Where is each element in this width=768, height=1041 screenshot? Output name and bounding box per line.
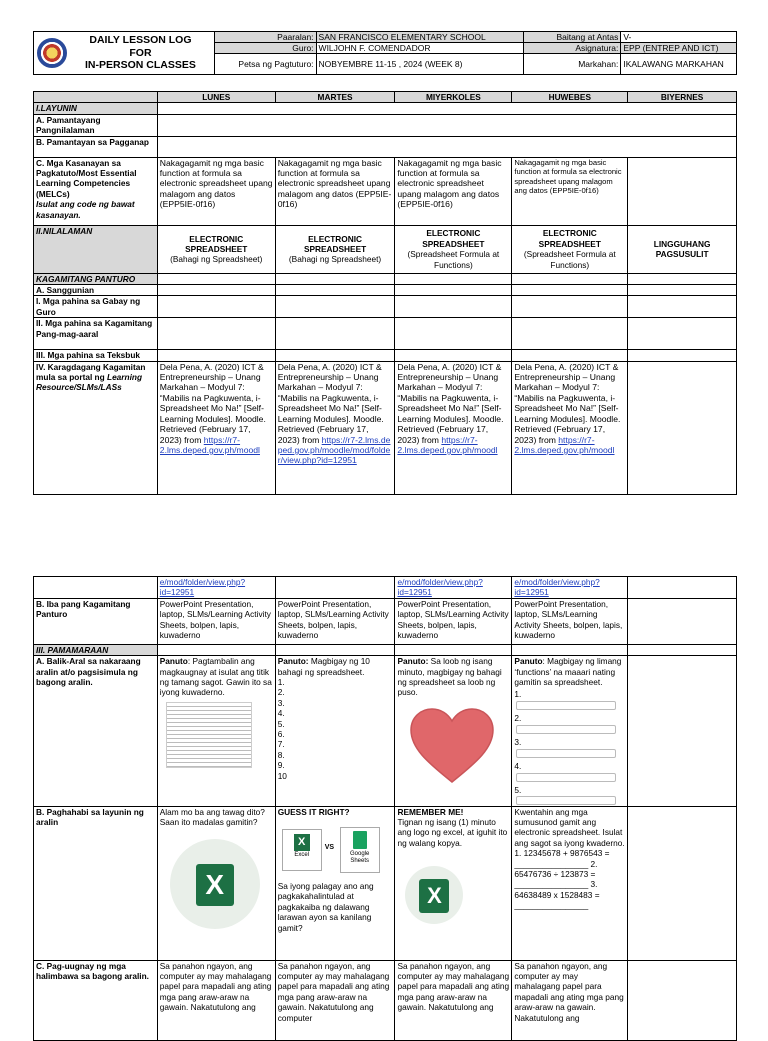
row-paghahabi: B. Paghahabi sa layunin ng aralin [34, 806, 158, 960]
empty-cell [512, 644, 628, 655]
iba-biyernes [628, 598, 737, 644]
excel-letter-icon: X [196, 864, 234, 906]
sheets-mini-icon [353, 831, 367, 849]
guro-value: WILJOHN F. COMENDADOR [316, 43, 523, 54]
ref-biyernes [628, 361, 737, 494]
nilalaman-miyerkoles [395, 225, 512, 273]
nilalaman-lunes [157, 225, 275, 273]
ref-martes-link[interactable]: https://r7-2.lms.deped.gov.ph/moodle/mod/folder/view.php?id=12951 [277, 434, 391, 466]
empty-cell [157, 296, 275, 318]
day-header-miyerkoles: MIYERKOLES [395, 92, 512, 103]
empty-cell [275, 644, 395, 655]
ref-lunes-text: Dela Pena, A. (2020) ICT & Entrepreneurship – Unang Markahan – Modyul 7: “Mabilis na Pagkuwenta, i-Spreadsheet Mo Na!” [Self-Learning Modules]. Moodle. Retrieved (February 17, 2023) from [159, 361, 266, 445]
lesson-table-page-2 [33, 576, 737, 1041]
vs-label: VS [324, 843, 335, 851]
row-teksbuk: III. Mga pahina sa Teksbuk [34, 350, 158, 361]
nilalaman-biyernes: LINGGUHANG PAGSUSULIT [628, 225, 737, 273]
balik-miy-bold: Panuto: [397, 656, 429, 667]
balik-martes-text: Magbigay ng 10 bahagi ng spreadsheet. [277, 656, 370, 677]
list-item: 1. [277, 677, 285, 688]
excel-vs-sheets-image [278, 827, 393, 877]
ref-lunes [157, 361, 275, 494]
empty-cell [157, 644, 275, 655]
empty-cell [512, 296, 628, 318]
ref-miy-text: Dela Pena, A. (2020) ICT & Entrepreneurship – Unang Markahan – Modyul 7: “Mabilis na Pagkuwenta, i-Spreadsheet Mo Na!” [Self-Learning Modules]. Moodle. Retrieved (February 17, 2023) from [397, 361, 504, 445]
paghahabi-huwebes: Kwentahin ang mga sumusunod gamit ang electronic spreadsheet. Isulat ang sagot sa iyong kwaderno. 1. 12345678 + 9876543 = ________________ 2. 65476736 ÷ 123873 = ________________ 3. 64638489 x 1528483 = ________________ [512, 806, 628, 960]
ref-miy-link[interactable]: https://r7-2.lms.deped.gov.ph/moodl [397, 434, 498, 455]
row-balik-aral: A. Balik-Aral sa nakaraang aralin at/o pagsisimula ng bagong aralin. [34, 656, 158, 806]
ref-martes [275, 361, 395, 494]
empty-cell [628, 350, 737, 361]
pag-uugnay-miyerkoles: Sa panahon ngayon, ang computer ay may mahalagang papel para mapadali ang ating mga pang araw-araw na gawain. Nakatutulong ang [395, 960, 512, 1040]
answer-number: 4. [514, 760, 522, 771]
balik-lunes-bold: Panuto [159, 656, 188, 667]
petsa-label: Petsa ng Pagtuturo: [214, 54, 316, 75]
heart-icon [407, 706, 497, 786]
list-item: 4. [277, 708, 285, 719]
empty-cell [628, 285, 737, 296]
paghahabi-martes-text: Sa iyong palagay ano ang pagkakahalintulad at pagkakaiba ng dalawang larawan ayon sa kanilang gamit? [277, 880, 374, 933]
empty-cell [395, 318, 512, 350]
section-nilalaman: II.NILALAMAN [34, 225, 158, 273]
empty-cell [157, 273, 275, 284]
melc-biyernes [628, 157, 737, 225]
deped-seal-cell [34, 32, 68, 75]
empty-cell [512, 273, 628, 284]
empty-cell [512, 285, 628, 296]
asignatura-label: Asignatura: [523, 43, 621, 54]
nilalaman-martes [275, 225, 395, 273]
karagdagang-label-italic: Learning Resource/SLMs/LASs [36, 372, 143, 393]
answer-line-5 [514, 785, 625, 806]
section-pamamaraan: III. PAMAMARAAN [34, 644, 158, 655]
empty-cell [275, 296, 395, 318]
header-table [33, 31, 737, 75]
title-line-2: FOR [129, 46, 152, 59]
answer-box[interactable] [516, 773, 616, 782]
balik-biyernes [628, 656, 737, 806]
markahan-value: IKALAWANG MARKAHAN [621, 54, 737, 75]
ref-huw-text: Dela Pena, A. (2020) ICT & Entrepreneurship – Unang Markahan – Modyul 7: “Mabilis na Pagkuwenta, i-Spreadsheet Mo Na!” [Self-Learning Modules]. Moodle. Retrieved (February 17, 2023) from [514, 361, 621, 445]
ref-huwebes [512, 361, 628, 494]
cont-ref-martes [275, 577, 395, 599]
corner-cell [34, 92, 158, 103]
pamantayan-content [157, 136, 736, 157]
empty-cell [512, 350, 628, 361]
ref-huw-link[interactable]: https://r7-2.lms.deped.gov.ph/moodl [514, 434, 615, 455]
section-kagamitang: KAGAMITANG PANTURO [34, 273, 158, 284]
balik-miyerkoles [395, 656, 512, 806]
ref-martes-text: Dela Pena, A. (2020) ICT & Entrepreneurship – Unang Markahan – Modyul 7: “Mabilis na Pagkuwenta, i-Spreadsheet Mo Na!” [Self-Learning Modules]. Moodle. Retrieved (February 17, 2023) from [277, 361, 384, 445]
karagdagang-label: IV. Karagdagang Kagamitan mula sa portal ng [36, 361, 146, 383]
paghahabi-miy-text: Tignan ng isang (1) minuto ang logo ng excel, at iguhit ito ng walang kopya. [397, 816, 508, 848]
google-sheets-icon [340, 827, 380, 873]
empty-cell [157, 350, 275, 361]
baitang-label: Baitang at Antas [523, 32, 621, 43]
balik-lunes [157, 656, 275, 806]
iba-miyerkoles: PowerPoint Presentation, laptop, SLMs/Learning Activity Sheets, bolpen, lapis, kuwaderno [395, 598, 512, 644]
empty-cell [157, 318, 275, 350]
answer-number: 1. [514, 689, 522, 700]
answer-line-3 [514, 737, 625, 758]
empty-cell [395, 644, 512, 655]
nilalaman-miy-title: ELECTRONIC SPREADSHEET [422, 228, 485, 249]
row-iba-pang-kagamitan: B. Iba pang Kagamitang Panturo [34, 598, 158, 644]
excel-mini-icon: X [294, 834, 310, 851]
cont-ref-biy [628, 577, 737, 599]
balik-huw-text: : Magbigay ng limang ‘functions’ na maaari nating gamitin sa spreadsheet. [514, 656, 622, 688]
nilalaman-miy-sub: (Spreadsheet Formula at Functions) [407, 249, 500, 270]
balik-martes [275, 656, 395, 806]
paaralan-value: SAN FRANCISCO ELEMENTARY SCHOOL [316, 32, 523, 43]
nilalaman-lunes-sub: (Bahagi ng Spreadsheet) [170, 254, 263, 265]
day-header-huwebes: HUWEBES [512, 92, 628, 103]
continuation-label-cell [34, 577, 158, 599]
list-item: 7. [277, 739, 285, 750]
nilalaman-huwebes [512, 225, 628, 273]
pag-uugnay-huwebes: Sa panahon ngayon, ang computer ay may mahalagang papel para mapadali ang ating mga pang araw-araw na gawain. Nakatutulong ang [512, 960, 628, 1040]
empty-cell [512, 318, 628, 350]
paghahabi-miyerkoles [395, 806, 512, 960]
nilalaman-martes-sub: (Bahagi ng Spreadsheet) [288, 254, 382, 265]
title-line-1: DAILY LESSON LOG [89, 34, 192, 47]
paaralan-label: Paaralan: [214, 32, 316, 43]
answer-line-1 [514, 689, 625, 710]
answer-box[interactable] [516, 701, 616, 710]
empty-cell [395, 285, 512, 296]
paghahabi-martes-title: GUESS IT RIGHT? [277, 806, 350, 817]
list-item: 3. [277, 697, 285, 708]
row-kagamitang-mag-aaral: II. Mga pahina sa Kagamitang Pang-mag-aaral [34, 318, 158, 350]
melc-martes: Nakagagamit ng mga basic function at formula sa electronic spreadsheet upang malagom ang datos (EPP5IE-0f16) [275, 157, 395, 225]
empty-cell [395, 296, 512, 318]
empty-cell [275, 285, 395, 296]
paghahabi-lunes [157, 806, 275, 960]
empty-cell [628, 273, 737, 284]
section-layunin: I.LAYUNIN [34, 103, 158, 114]
excel-letter-icon: X [419, 879, 449, 913]
row-sanggunian: A. Sanggunian [34, 285, 158, 296]
answer-box[interactable] [516, 749, 616, 758]
cont-ref-huw [512, 577, 628, 599]
melcs-label: C. Mga Kasanayan sa Pagkatuto/Most Essential Learning Competencies (MELCs) [36, 157, 137, 199]
paghahabi-martes [275, 806, 395, 960]
excel-icon [282, 829, 322, 871]
balik-huwebes [512, 656, 628, 806]
empty-cell [628, 644, 737, 655]
cont-ref-miy [395, 577, 512, 599]
nilalaman-martes-title: ELECTRONIC SPREADSHEET [303, 233, 367, 254]
cont-link-miy[interactable]: e/mod/folder/view.php?id=12951 [397, 577, 483, 598]
answer-number: 5. [514, 784, 522, 795]
melc-miyerkoles: Nakagagamit ng mga basic function at formula sa electronic spreadsheet upang malagom ang datos (EPP5IE-0f16) [395, 157, 512, 225]
list-item: 5. [277, 718, 285, 729]
document-title [67, 32, 214, 75]
melc-lunes: Nakagagamit ng mga basic function at formula sa electronic spreadsheet upang malagom ang datos (EPP5IE-0f16) [157, 157, 275, 225]
excel-logo-icon [405, 866, 463, 924]
balik-huw-bold: Panuto [514, 656, 543, 667]
answer-number: 3. [514, 737, 522, 748]
deped-seal-logo [37, 38, 67, 68]
answer-line-4 [514, 761, 625, 782]
paghahabi-lunes-text: Alam mo ba ang tawag dito? Saan ito madalas gamitin? [159, 806, 265, 827]
empty-cell [275, 318, 395, 350]
pag-uugnay-lunes: Sa panahon ngayon, ang computer ay may mahalagang papel para mapadali ang ating mga pang araw-araw na gawain. Nakatutulong ang [157, 960, 275, 1040]
cont-link-lunes[interactable]: e/mod/folder/view.php?id=12951 [159, 577, 246, 598]
balik-martes-bold: Panuto: [277, 656, 309, 667]
cont-ref-lunes [157, 577, 275, 599]
markahan-label: Markahan: [523, 54, 621, 75]
row-pamantayan-pagganap: B. Pamantayan sa Pagganap [34, 136, 158, 157]
layunin-span [157, 103, 736, 114]
day-header-biyernes: BIYERNES [628, 92, 737, 103]
row-gabay-guro: I. Mga pahina sa Gabay ng Guro [34, 296, 158, 318]
empty-cell [395, 273, 512, 284]
iba-lunes: PowerPoint Presentation, laptop, SLMs/Learning Activity Sheets, bolpen, lapis, kuwaderno [157, 598, 275, 644]
list-item: 8. [277, 749, 285, 760]
answer-box[interactable] [516, 725, 616, 734]
row-pag-uugnay: C. Pag-uugnay ng mga halimbawa sa bagong aralin. [34, 960, 158, 1040]
lesson-table-page-1 [33, 91, 737, 495]
huw-answer-list [514, 689, 625, 805]
list-item: 9. [277, 760, 285, 771]
answer-number: 2. [514, 713, 522, 724]
list-item: 6. [277, 729, 285, 740]
melcs-note: Isulat ang code ng bawat kasanayan. [36, 199, 135, 220]
empty-cell [395, 350, 512, 361]
melc-huwebes: Nakagagamit ng mga basic function at formula sa electronic spreadsheet upang malagom ang datos (EPP5IE-0f16) [512, 157, 628, 225]
empty-cell [628, 318, 737, 350]
row-pamantayang-pangnilalaman: A. Pamantayang Pangnilalaman [34, 114, 158, 136]
iba-martes: PowerPoint Presentation, laptop, SLMs/Learning Activity Sheets, bolpen, lapis, kuwaderno [275, 598, 395, 644]
balik-miy-text: Sa loob ng isang minuto, magbigay ng bahagi ng spreadsheet sa loob ng puso. [397, 656, 502, 698]
nilalaman-huw-title: ELECTRONIC SPREADSHEET [538, 228, 601, 249]
answer-box[interactable] [516, 796, 616, 805]
martes-number-list [278, 677, 393, 781]
empty-cell [275, 350, 395, 361]
baitang-value: V- [621, 32, 737, 43]
answer-line-2 [514, 713, 625, 734]
iba-huwebes: PowerPoint Presentation, laptop, SLMs/Learning Activity Sheets, bolpen, lapis, kuwaderno [512, 598, 628, 644]
balik-lunes-text: : Pagtambalin ang magkaugnay at isulat ang titik ng tamang sagot. Gawin ito sa iyong kuwaderno. [159, 656, 272, 698]
list-item: 10 [277, 770, 287, 781]
pag-uugnay-martes: Sa panahon ngayon, ang computer ay may mahalagang papel para mapadali ang ating mga pang araw-araw na gawain. Nakatutulong ang computer [275, 960, 395, 1040]
matching-worksheet-image [166, 702, 252, 768]
day-header-lunes: LUNES [157, 92, 275, 103]
pamantayang-content [157, 114, 736, 136]
excel-logo-icon [170, 839, 260, 929]
day-header-martes: MARTES [275, 92, 395, 103]
sheets-label: Google Sheets [350, 851, 370, 865]
asignatura-value: EPP (ENTREP AND ICT) [621, 43, 737, 54]
paghahabi-biyernes [628, 806, 737, 960]
list-item: 2. [277, 687, 285, 698]
excel-label: Excel [294, 851, 310, 858]
guro-label: Guro: [214, 43, 316, 54]
nilalaman-huw-sub: (Spreadsheet Formula at Functions) [523, 249, 616, 270]
ref-lunes-link[interactable]: https://r7-2.lms.deped.gov.ph/moodl [159, 434, 260, 455]
ref-miyerkoles [395, 361, 512, 494]
nilalaman-lunes-title: ELECTRONIC SPREADSHEET [185, 233, 248, 254]
empty-cell [628, 296, 737, 318]
row-karagdagang-kagamitan [34, 361, 158, 494]
empty-cell [275, 273, 395, 284]
pag-uugnay-biyernes [628, 960, 737, 1040]
row-melcs [34, 157, 158, 225]
empty-cell [157, 285, 275, 296]
cont-link-huw[interactable]: e/mod/folder/view.php?id=12951 [514, 577, 600, 598]
petsa-value: NOBYEMBRE 11-15 , 2024 (WEEK 8) [316, 54, 523, 75]
title-line-3: IN-PERSON CLASSES [85, 59, 196, 72]
paghahabi-miy-title: REMEMBER ME! [397, 806, 464, 817]
